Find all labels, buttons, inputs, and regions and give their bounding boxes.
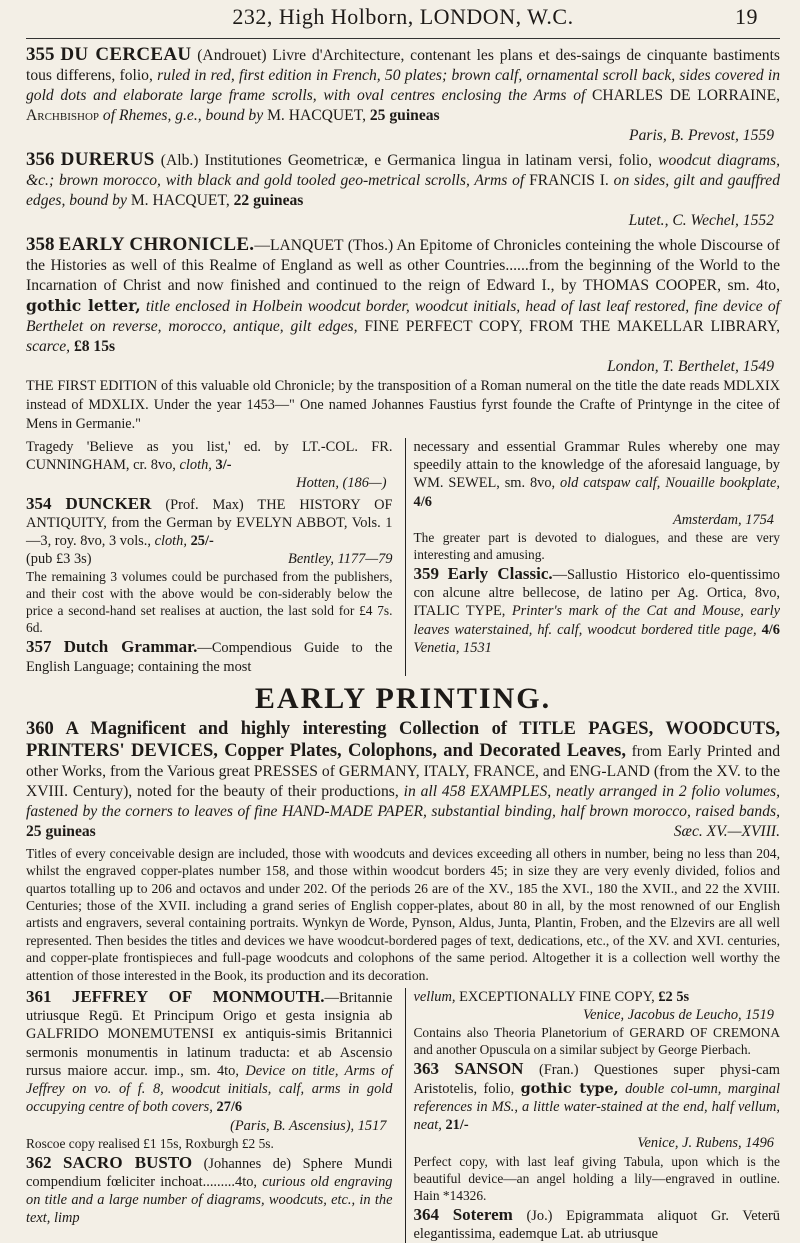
lot-text: (Thos.) An Epitome of Chronicles conteining the whole Discourse of the Histories as well of this Realme of England as well as other Countries......from the beginning of the World to the Incarnation of Christ and now finished and continued to the reign of Edward I., by <box>26 237 780 294</box>
lot-price: 3/- <box>215 457 232 474</box>
lot-text: from Early Printed and other Works, from the Various great PRESSES of GERMANY, ITALY, FRANCE, and ENG-LAND (from the XV. to the XVIII. Century), noted for the beauty of their productions, <box>26 742 780 800</box>
lot-note: THE FIRST EDITION of this valuable old Chronicle; by the transposition of a Roman numeral on the title the date reads MDLXIX instead of MDXLIX. Under the year 1453—" One named Johannes Faustius fyrst founde the Crafte of Printynge in the citee of Mens in Germanie." <box>26 378 780 432</box>
lot-editor: THOMAS COOPER, <box>583 277 721 294</box>
lot-363 <box>414 1060 781 1152</box>
lot-chronicler: LANQUET <box>269 237 344 254</box>
right-column <box>405 988 781 1243</box>
lot-binder: M. HACQUET, <box>130 192 230 209</box>
lot-number: 356 <box>26 149 55 170</box>
lot-number: 355 <box>26 44 55 65</box>
lot-author: Early Classic. <box>447 564 553 584</box>
lot-text: (Prof. Max) THE HISTORY OF ANTIQUITY, from the German by EVELYN ABBOT, Vols. 1—3, roy. 8vo, 3 vols., <box>26 496 393 550</box>
lot-binding: cloth, <box>179 457 212 474</box>
lot-text: (Androuet) Livre d'Architecture, contenant les plans et des-saings de cinquante bastiments tous differens, folio, <box>26 47 780 84</box>
lot-text: necessary and essential Grammar Rules whereby one may speedily attain to the knowledge of the aforesaid language, by WM. SEWEL, sm. 8vo, <box>413 439 780 492</box>
lot-imprint: Venice, Jacobus de Leucho, 1519 <box>582 1007 774 1024</box>
two-column-block-bottom <box>26 988 780 1243</box>
lot-tragedy <box>26 438 393 493</box>
lot-imprint: London, T. Berthelet, 1549 <box>607 358 774 375</box>
lot-author: SANSON <box>454 1059 524 1079</box>
lot-number: 358 <box>26 234 55 255</box>
lot-imprint: Paris, B. Prevost, 1559 <box>629 127 774 144</box>
lot-binding: old catspaw calf, Nouaille bookplate, <box>559 475 780 492</box>
lot-description: title enclosed in Holbein woodcut border, woodcut initials, head of last leaf restored, fine device of Berthelet on reverse, morocco, antique, gilt edges, <box>26 298 780 335</box>
lot-binding: vellum, <box>413 989 456 1006</box>
lot-357-continued <box>414 438 781 529</box>
lot-text: (Johannes de) Sphere Mundi compendium fœliciter inchoat.........4to, <box>26 1155 393 1190</box>
lot-number: 357 <box>26 637 52 657</box>
lot-number: 361 <box>26 987 52 1007</box>
lot-361 <box>26 988 393 1135</box>
lot-imprint: Lutet., C. Wechel, 1552 <box>628 212 774 229</box>
lot-rarity: scarce, <box>26 338 71 355</box>
section-title: EARLY PRINTING. <box>254 681 552 715</box>
lot-description: curious old engraving on title and a large number of diagrams, woodcuts, etc., in the text, limp <box>26 1173 393 1227</box>
lot-description: on sides, gilt and gauffred edges, bound by <box>26 172 780 209</box>
lot-condition: EXCEPTIONALLY FINE COPY, <box>459 989 655 1006</box>
lot-price: 25 guineas <box>26 822 96 840</box>
lot-358 <box>26 235 780 377</box>
lot-362 <box>26 1154 393 1228</box>
lot-number: 359 <box>413 564 439 584</box>
lot-note: Roscoe copy realised £1 15s, Roxburgh £2 5s. <box>26 1135 274 1151</box>
lot-description: in all 458 EXAMPLES, neatly arranged in 2 folio volumes, fastened by the corners to leaves of fine HAND-MADE PAPER, substantial binding, half brown morocco, raised bands, <box>26 782 780 820</box>
lot-binding: cloth, <box>154 533 187 550</box>
lot-author: DUNCKER <box>65 493 152 513</box>
left-column <box>26 438 393 676</box>
lot-text: —Britannie utriusque Regū. Et Principum Origo et gesta insignia ab GALFRIDO MONEMUTENSI ex antiquis-simis Britannici sermonis monumentis in latinum traducta: et ab Ascensio rursus maiore accur. imp., sm. 4to, <box>26 990 393 1079</box>
lot-364 <box>414 1206 781 1243</box>
lot-author: SACRO BUSTO <box>63 1152 193 1172</box>
left-column <box>26 988 393 1243</box>
lot-number: 363 <box>413 1059 439 1079</box>
lot-imprint: Amsterdam, 1754 <box>673 511 774 528</box>
lot-binder: M. HACQUET, <box>267 107 366 124</box>
lot-price: £8 15s <box>73 338 116 355</box>
lot-period: Sæc. XV.—XVIII. <box>673 822 780 840</box>
lot-imprint: (Paris, B. Ascensius), 1517 <box>230 1117 387 1134</box>
lot-provenance: FRANCIS I. <box>529 172 609 189</box>
lot-description: Printer's mark of the Cat and Mouse, early leaves waterstained, hf. calf, woodcut bordered title page, <box>413 603 780 638</box>
lot-362-continued <box>414 988 781 1024</box>
lot-description: woodcut diagrams, &c.; brown morocco, with black and gold tooled geo-metrical scrolls, Arms of <box>26 152 780 189</box>
lot-pub-price: (pub £3 3s) <box>26 551 92 568</box>
lot-number: 354 <box>26 493 52 513</box>
lot-price: 4/6 <box>761 621 780 638</box>
lot-description: Device on title, Arms of Jeffrey on vo. of f. 8, woodcut initials, calf, arms in gold occupying centre of both covers, <box>26 1062 393 1116</box>
lot-author: Soterem <box>452 1204 513 1224</box>
lot-text: (Jo.) Epigrammata aliquot Gr. Veterū elegantissima, eademque Lat. ab utriusque <box>413 1207 780 1242</box>
lot-gothic: gothic letter, <box>26 296 141 315</box>
lot-dash: — <box>254 237 270 254</box>
lot-imprint: Hotten, (186—) <box>296 475 387 492</box>
lot-author: Dutch Grammar. <box>63 637 198 657</box>
lot-note: The remaining 3 volumes could be purchased from the publishers, and their cost with the above would be con-siderably below the price a second-hand set realises at auction, the last sold for £4 7s. 6d. <box>26 569 393 636</box>
lot-text: (Fran.) Questiones super physi-cam Aristotelis, folio, <box>413 1062 780 1097</box>
lot-author: DURERUS <box>60 149 155 170</box>
lot-author: JEFFREY OF MONMOUTH. <box>71 987 325 1007</box>
lot-description: ruled in red, first edition in French, 50 plates; brown calf, ornamental scroll back, sides covered in gold dots and elaborate large frame scrolls, with oval centres enclosing the Arms of <box>26 67 780 104</box>
lot-360 <box>26 718 780 842</box>
lot-text: (Alb.) Institutiones Geometricæ, e Germanica lingua in latinam versi, folio, <box>160 152 652 169</box>
lot-provenance: CHARLES DE LORRAINE, Archbishop <box>26 87 780 124</box>
lot-price: 4/6 <box>413 493 432 510</box>
lot-note: Titles of every conceivable design are included, those with woodcuts and devices exceeding all others in number, being no less than 204, whilst the engraved copper-plates number 158, and those within woodcut borders 45; in size they are very evenly divided, folios and quartos totalling up to 206 and octavos and under 202. Of the periods 26 are of the XV., 185 the XVI., 180 the XVII., and 22 the XVIII. Centuries; those of the XVII. including a grand series of English copper-plates, about 80 in all, by the most renowned of our English artists and engravers, several containing portraits. Wynkyn de Worde, Pynson, Aldus, Junta, Plantin, Froben, and the Elzevirs are all well represented. Then besides the titles and devices we have woodcut-bordered pages of text, dedications, etc., of the XV. and XVI. centuries, and copper-plate frontispieces and full-page woodcuts and colophons of the same period. Altogether it is a collection well worthy the attention of those interested in the Book, its production and its decoration. <box>26 845 780 983</box>
lot-price: 25 guineas <box>369 107 440 124</box>
lot-imprint: Venice, J. Rubens, 1496 <box>637 1135 774 1152</box>
lot-author: EARLY CHRONICLE. <box>58 234 255 255</box>
lot-text: —Compendious Guide to the English Language; containing the most <box>26 640 393 675</box>
lot-note: Perfect copy, with last leaf giving Tabula, upon which is the beautiful device—an angel holding a lily—engraved in outline. Hain *14326. <box>413 1153 780 1203</box>
lot-heading: A Magnificent and highly interesting Collection of TITLE PAGES, WOODCUTS, PRINTERS' DEVICES, Copper Plates, Colophons, and Decorated Leaves, <box>26 718 780 761</box>
lot-355 <box>26 45 780 146</box>
lot-author: DU CERCEAU <box>60 44 192 65</box>
lot-354 <box>26 495 393 569</box>
lot-description: of Rhemes, g.e., bound by <box>102 107 264 124</box>
lot-format: sm. 4to, <box>727 277 780 294</box>
lot-359 <box>414 565 781 657</box>
lot-price: 25/- <box>190 533 214 550</box>
lot-note: The greater part is devoted to dialogues, and these are very interesting and amusing. <box>413 530 780 563</box>
page-number: 19 <box>735 4 758 29</box>
lot-number: 360 <box>26 718 54 739</box>
lot-imprint: Bentley, 1177—79 <box>288 551 393 568</box>
header-rule <box>26 38 780 39</box>
right-column <box>405 438 781 676</box>
lot-356 <box>26 150 780 231</box>
lot-number: 364 <box>413 1204 439 1224</box>
header-address: 232, High Holborn, LONDON, W.C. <box>232 4 574 29</box>
lot-price: 27/6 <box>216 1099 243 1116</box>
lot-price: 21/- <box>445 1117 469 1134</box>
lot-imprint: Venetia, 1531 <box>413 639 492 656</box>
running-header <box>26 0 780 34</box>
lot-gothic: gothic type, <box>520 1079 619 1097</box>
lot-provenance: FINE PERFECT COPY, FROM THE MAKELLAR LIBRARY, <box>364 318 781 335</box>
two-column-block <box>26 438 780 676</box>
lot-type: ITALIC TYPE, <box>413 603 506 620</box>
lot-price: 22 guineas <box>233 192 304 209</box>
lot-number: 362 <box>26 1152 52 1172</box>
lot-text: —Sallustio Historico elo-quentissimo con alcune altre bellecose, de latino per Ag. Ortica, 8vo, <box>413 567 781 602</box>
lot-description: double col-umn, marginal references in MS., a little water-stained at the end, half vellum, neat, <box>413 1080 780 1134</box>
lot-text: Tragedy 'Believe as you list,' ed. by LT.-COL. FR. CUNNINGHAM, cr. 8vo, <box>26 439 393 474</box>
lot-note: Contains also Theoria Planetorium of GERARD OF CREMONA and another Opuscula on a similar subject by George Pierbach. <box>413 1025 780 1058</box>
lot-357 <box>26 638 393 675</box>
lot-price: £2 5s <box>658 989 690 1006</box>
